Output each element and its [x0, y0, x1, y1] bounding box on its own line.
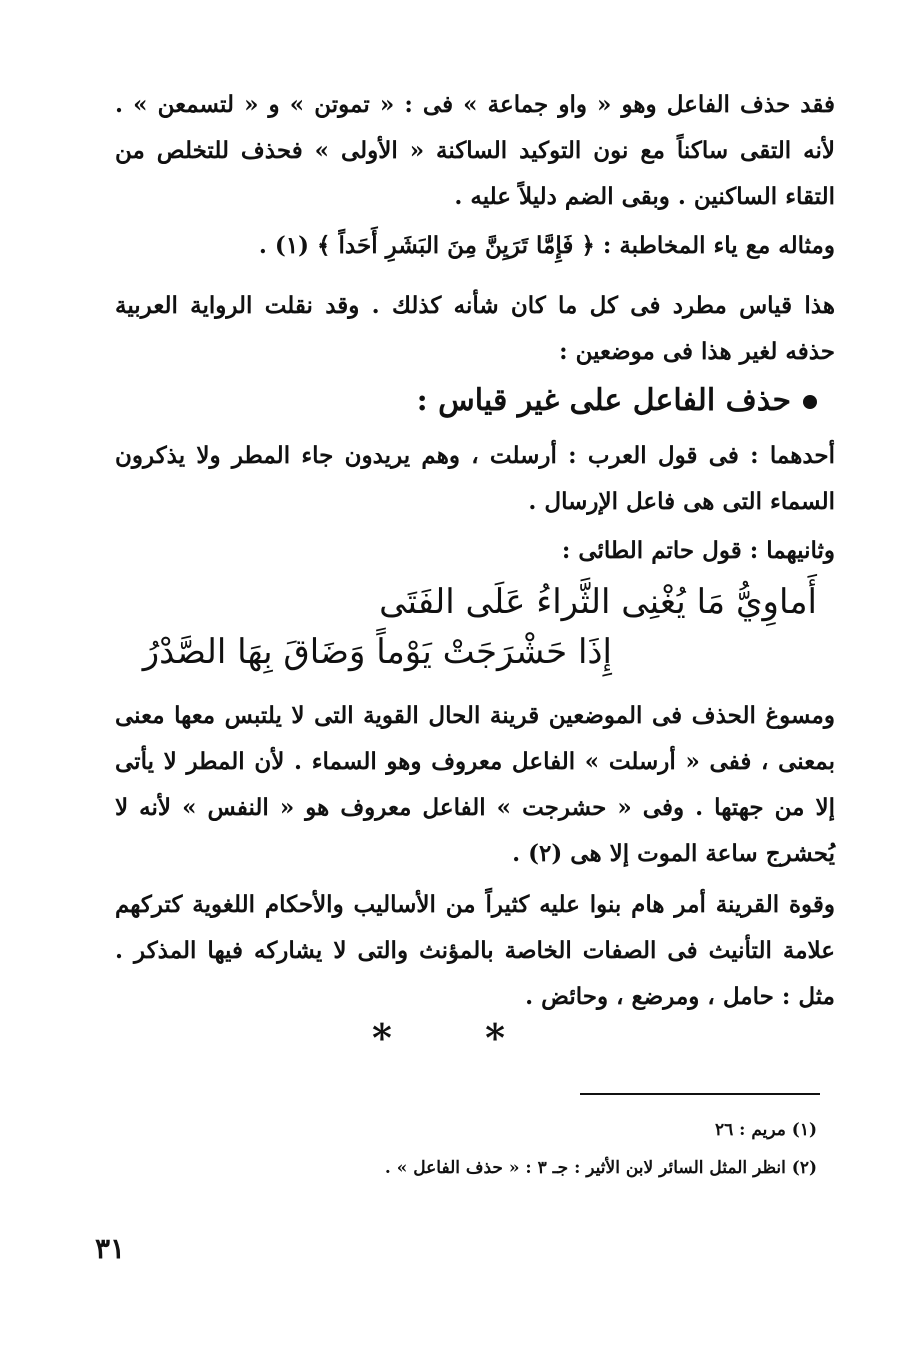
paragraph-3: هذا قياس مطرد فى كل ما كان شأنه كذلك . وقد نقلت الرواية العربية حذفه لغير هذا فى موضعين :	[115, 292, 835, 365]
section-heading	[417, 383, 817, 418]
paragraph-6: ومسوغ الحذف فى الموضعين قرينة الحال القوية التى لا يلتبس معها معنى بمعنى ، ففى « أرسلت » الفاعل معروف وهو السماء . لأن المطر لا يأتى إلا من جهتها . وفى « حشرجت » الفاعل معروف هو « النفس » لأنه لا يُحشرج ساعة الموت إلا هى (٢) .	[115, 702, 835, 867]
poem-verse-2: إِذَا حَشْرَجَتْ يَوْماً وَضَاقَ بِهَا الصَّدْرُ	[142, 632, 612, 672]
paragraph-2: ومثاله مع ياء المخاطبة : ﴿ فَإِمَّا تَرَيِنَّ مِنَ البَشَرِ أَحَداً ﴾ (١) .	[258, 232, 835, 259]
paragraph-7: وقوة القرينة أمر هام بنوا عليه كثيراً من الأساليب والأحكام اللغوية كتركهم علامة التأنيث فى الصفات الخاصة بالمؤنث والتى لا يشاركه فيها المذكر . مثل : حامل ، ومرضع ، وحائض .	[115, 891, 835, 1010]
paragraph-5: وثانيهما : قول حاتم الطائى :	[561, 537, 835, 564]
section-heading-text: حذف الفاعل على غير قياس :	[416, 383, 791, 418]
bullet-icon	[803, 395, 817, 409]
page-number: ٣١	[95, 1232, 126, 1265]
paragraph-1: فقد حذف الفاعل وهو « واو جماعة » فى : « تموتن » و « لتسمعن » . لأنه التقى ساكناً مع نون التوكيد الساكنة « الأولى » فحذف للتخلص من التقاء الساكنين . وبقى الضم دليلاً عليه .	[115, 91, 835, 210]
footnote-2: (٢) انظر المثل السائر لابن الأثير : جـ ٣ : « حذف الفاعل » .	[384, 1158, 817, 1178]
poem-verse-1: أَماوِيُّ مَا يُغْنِى الثَّراءُ عَلَى الفَتَى	[379, 582, 817, 622]
footnote-1: (١) مريم : ٢٦	[714, 1120, 817, 1140]
footnote-divider	[580, 1093, 820, 1095]
paragraph-4: أحدهما : فى قول العرب : أرسلت ، وهم يريدون جاء المطر ولا يذكرون السماء التى هى فاعل الإرسال .	[115, 442, 835, 515]
section-separator: * *	[372, 1015, 545, 1060]
